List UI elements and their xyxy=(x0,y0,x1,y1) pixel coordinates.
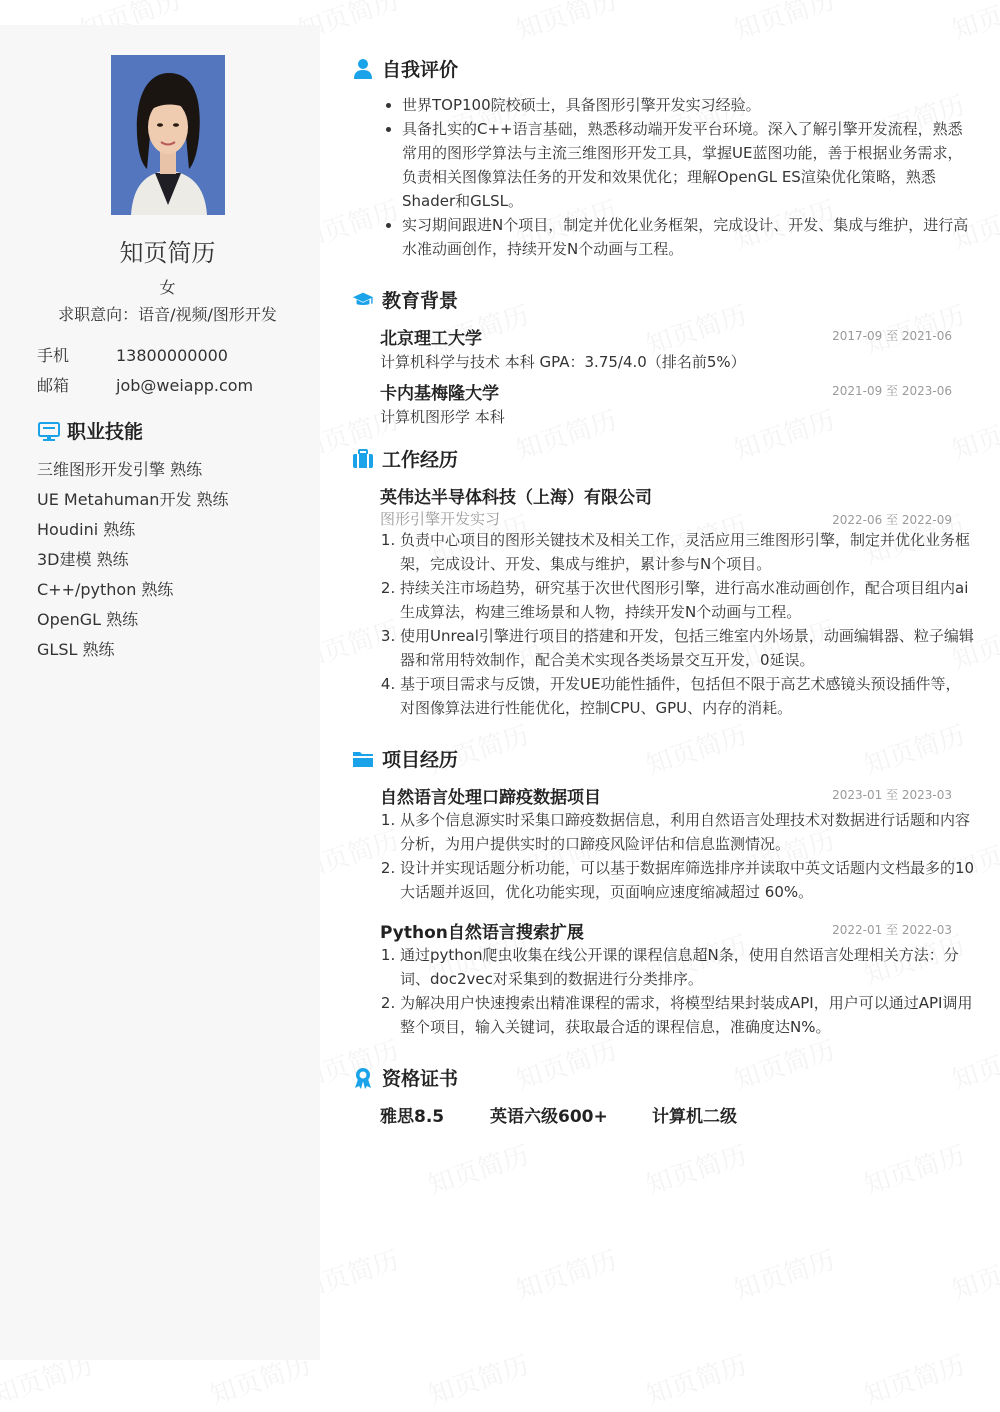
project-name: 自然语言处理口蹄疫数据项目 xyxy=(380,788,601,808)
school-name: 北京理工大学 xyxy=(380,329,482,349)
project-date: 2022-01 至 2022-03 xyxy=(832,923,952,937)
cert-item: 计算机二级 xyxy=(652,1107,737,1127)
school-name: 卡内基梅隆大学 xyxy=(380,384,499,404)
job-intent-value: 语音/视频/图形开发 xyxy=(138,305,277,324)
certs-heading xyxy=(352,1064,458,1091)
profile-gender: 女 xyxy=(159,278,176,297)
skill-item: 三维图形开发引擎 熟练 xyxy=(37,460,203,479)
list-item: 2. 设计并实现话题分析功能，可以基于数据库筛选排序并读取中英文话题内文档最多的10大话题并返回，优化功能实现，页面响应速度缩减超过 60%。 xyxy=(400,856,975,904)
phone-value: 13800000000 xyxy=(116,346,228,365)
skill-item: GLSL 熟练 xyxy=(37,640,115,659)
list-item: • 具备扎实的C++语言基础，熟悉移动端开发平台环境。深入了解引擎开发流程，熟悉常用的图形学算法与主流三维图形开发工具，掌握UE蓝图功能，善于根据业务需求，负责相关图像算法任务的开发和效果优化；理解OpenGL ES渲染优化策略，熟悉Shader和GLSL。 xyxy=(402,117,977,213)
briefcase-icon xyxy=(352,448,374,470)
work-role: 图形引擎开发实习 xyxy=(380,510,501,528)
list-item: • 实习期间跟进N个项目，制定并优化业务框架，完成设计、开发、集成与维护，进行高水准动画创作，持续开发N个动画与工程。 xyxy=(402,213,977,261)
skill-item: C++/python 熟练 xyxy=(37,580,174,599)
cert-item: 雅思8.5 xyxy=(380,1107,445,1127)
skills-title: 职业技能 xyxy=(67,421,144,443)
skill-item: 3D建模 熟练 xyxy=(37,550,129,569)
project-points-list xyxy=(380,943,975,1039)
work-heading xyxy=(352,445,458,472)
cert-item: 英语六级600+ xyxy=(490,1107,608,1127)
profile-name: 知页简历 xyxy=(119,239,216,267)
project-points-list xyxy=(380,808,975,904)
education-heading xyxy=(352,286,458,313)
company-name: 英伟达半导体科技（上海）有限公司 xyxy=(380,488,652,508)
list-item: 4. 基于项目需求与反馈，开发UE功能性插件，包括但不限于高艺术感镜头预设插件等，对图像算法进行性能优化，控制CPU、GPU、内存的消耗。 xyxy=(400,672,975,720)
work-title: 工作经历 xyxy=(382,449,459,471)
projects-heading xyxy=(352,745,458,772)
phone-label: 手机 xyxy=(37,346,70,365)
projects-title: 项目经历 xyxy=(382,749,459,771)
list-item: 2. 为解决用户快速搜索出精准课程的需求，将模型结果封装成API，用户可以通过API调用整个项目，输入关键词，获取最合适的课程信息，准确度达N%。 xyxy=(400,991,975,1039)
work-duties-list xyxy=(380,528,975,720)
folder-icon xyxy=(352,748,374,770)
work-date: 2022-06 至 2022-09 xyxy=(832,513,952,527)
job-intent-label: 求职意向： xyxy=(58,305,139,324)
list-item: 1. 负责中心项目的图形关键技术及相关工作，灵活应用三维图形引擎，制定并优化业务框架，完成设计、开发、集成与维护，累计参与N个项目。 xyxy=(400,528,975,576)
list-item: 1. 从多个信息源实时采集口蹄疫数据信息，利用自然语言处理技术对数据进行话题和内容分析，为用户提供实时的口蹄疫风险评估和信息监测情况。 xyxy=(400,808,975,856)
education-title: 教育背景 xyxy=(382,290,459,312)
self-eval-heading xyxy=(352,55,458,82)
education-detail: 计算机科学与技术 本科 GPA：3.75/4.0（排名前5%） xyxy=(380,353,746,371)
self-eval-list xyxy=(384,93,977,261)
education-date: 2021-09 至 2023-06 xyxy=(832,384,952,398)
certs-title: 资格证书 xyxy=(382,1068,459,1090)
user-icon xyxy=(352,58,374,80)
list-item: 3. 使用Unreal引擎进行项目的搭建和开发，包括三维室内外场景，动画编辑器、粒子编辑器和常用特效制作，配合美术实现各类场景交互开发，0延误。 xyxy=(400,624,975,672)
list-item: • 世界TOP100院校硕士，具备图形引擎开发实习经验。 xyxy=(402,93,977,117)
email-label: 邮箱 xyxy=(37,376,70,395)
skill-item: UE Metahuman开发 熟练 xyxy=(37,490,229,509)
graduation-cap-icon xyxy=(352,289,374,311)
award-ribbon-icon xyxy=(352,1067,374,1089)
skill-item: Houdini 熟练 xyxy=(37,520,136,539)
education-date: 2017-09 至 2021-06 xyxy=(832,329,952,343)
self-eval-title: 自我评价 xyxy=(382,59,459,81)
skill-item: OpenGL 熟练 xyxy=(37,610,139,629)
project-date: 2023-01 至 2023-03 xyxy=(832,788,952,802)
list-item: 2. 持续关注市场趋势，研究基于次世代图形引擎，进行高水准动画创作，配合项目组内ai生成算法，构建三维场景和人物，持续开发N个动画与工程。 xyxy=(400,576,975,624)
education-detail: 计算机图形学 本科 xyxy=(380,408,505,426)
project-name: Python自然语言搜索扩展 xyxy=(380,923,584,943)
email-value: job@weiapp.com xyxy=(116,376,254,395)
list-item: 1. 通过python爬虫收集在线公开课的课程信息超N条，使用自然语言处理相关方法：分词、doc2vec对采集到的数据进行分类排序。 xyxy=(400,943,975,991)
